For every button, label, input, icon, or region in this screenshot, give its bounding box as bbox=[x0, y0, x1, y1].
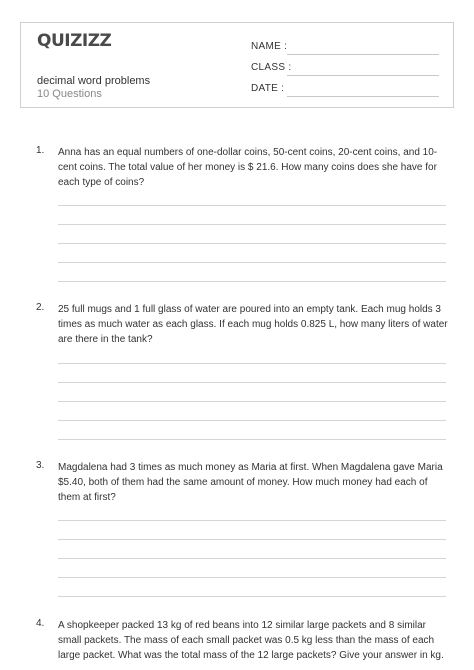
class-field[interactable] bbox=[251, 62, 439, 76]
answer-line[interactable] bbox=[58, 363, 446, 364]
answer-line[interactable] bbox=[58, 596, 446, 597]
answer-line[interactable] bbox=[58, 558, 446, 559]
quizizz-logo: QUIZIZZ bbox=[37, 31, 112, 51]
question-text: Magdalena had 3 times as much money as Maria at first. When Magdalena gave Maria $5.40, both of them had the same amount of money. How much money had each of them at first? bbox=[58, 462, 443, 503]
question-number: 3. bbox=[36, 460, 45, 471]
answer-line[interactable] bbox=[58, 439, 446, 440]
class-line bbox=[287, 75, 439, 76]
question-number: 1. bbox=[36, 145, 45, 156]
answer-line[interactable] bbox=[58, 205, 446, 206]
answer-line[interactable] bbox=[58, 243, 446, 244]
question-text: A shopkeeper packed 13 kg of red beans into 12 similar large packets and 8 similar small packets. The mass of each small packet was 0.5 kg less than the mass of each large packet. What was the total mass of the 12 large packets? Give your answer in kg. bbox=[58, 620, 444, 661]
date-field[interactable] bbox=[251, 83, 439, 97]
date-line bbox=[287, 96, 439, 97]
name-label: NAME : bbox=[251, 41, 288, 52]
answer-line[interactable] bbox=[58, 401, 446, 402]
answer-line[interactable] bbox=[58, 382, 446, 383]
worksheet-header bbox=[20, 22, 454, 108]
name-field[interactable] bbox=[251, 41, 439, 55]
answer-line[interactable] bbox=[58, 539, 446, 540]
answer-line[interactable] bbox=[58, 281, 446, 282]
question-number: 4. bbox=[36, 618, 45, 629]
class-label: CLASS : bbox=[251, 62, 292, 73]
question-text: 25 full mugs and 1 full glass of water are poured into an empty tank. Each mug holds 3 times as much water as each glass. If each mug holds 0.825 L, how many liters of water are there in the tank? bbox=[58, 304, 448, 345]
date-label: DATE : bbox=[251, 83, 285, 94]
answer-line[interactable] bbox=[58, 577, 446, 578]
answer-line[interactable] bbox=[58, 420, 446, 421]
answer-line[interactable] bbox=[58, 224, 446, 225]
answer-line[interactable] bbox=[58, 520, 446, 521]
question-text: Anna has an equal numbers of one-dollar coins, 50-cent coins, 20-cent coins, and 10-cent coins. The total value of her money is $ 21.6. How many coins does she have for each type of coins? bbox=[58, 147, 438, 188]
name-line bbox=[287, 54, 439, 55]
answer-line[interactable] bbox=[58, 262, 446, 263]
question-number: 2. bbox=[36, 302, 45, 313]
worksheet-title: decimal word problems bbox=[37, 75, 151, 87]
question-count: 10 Questions bbox=[37, 88, 102, 100]
